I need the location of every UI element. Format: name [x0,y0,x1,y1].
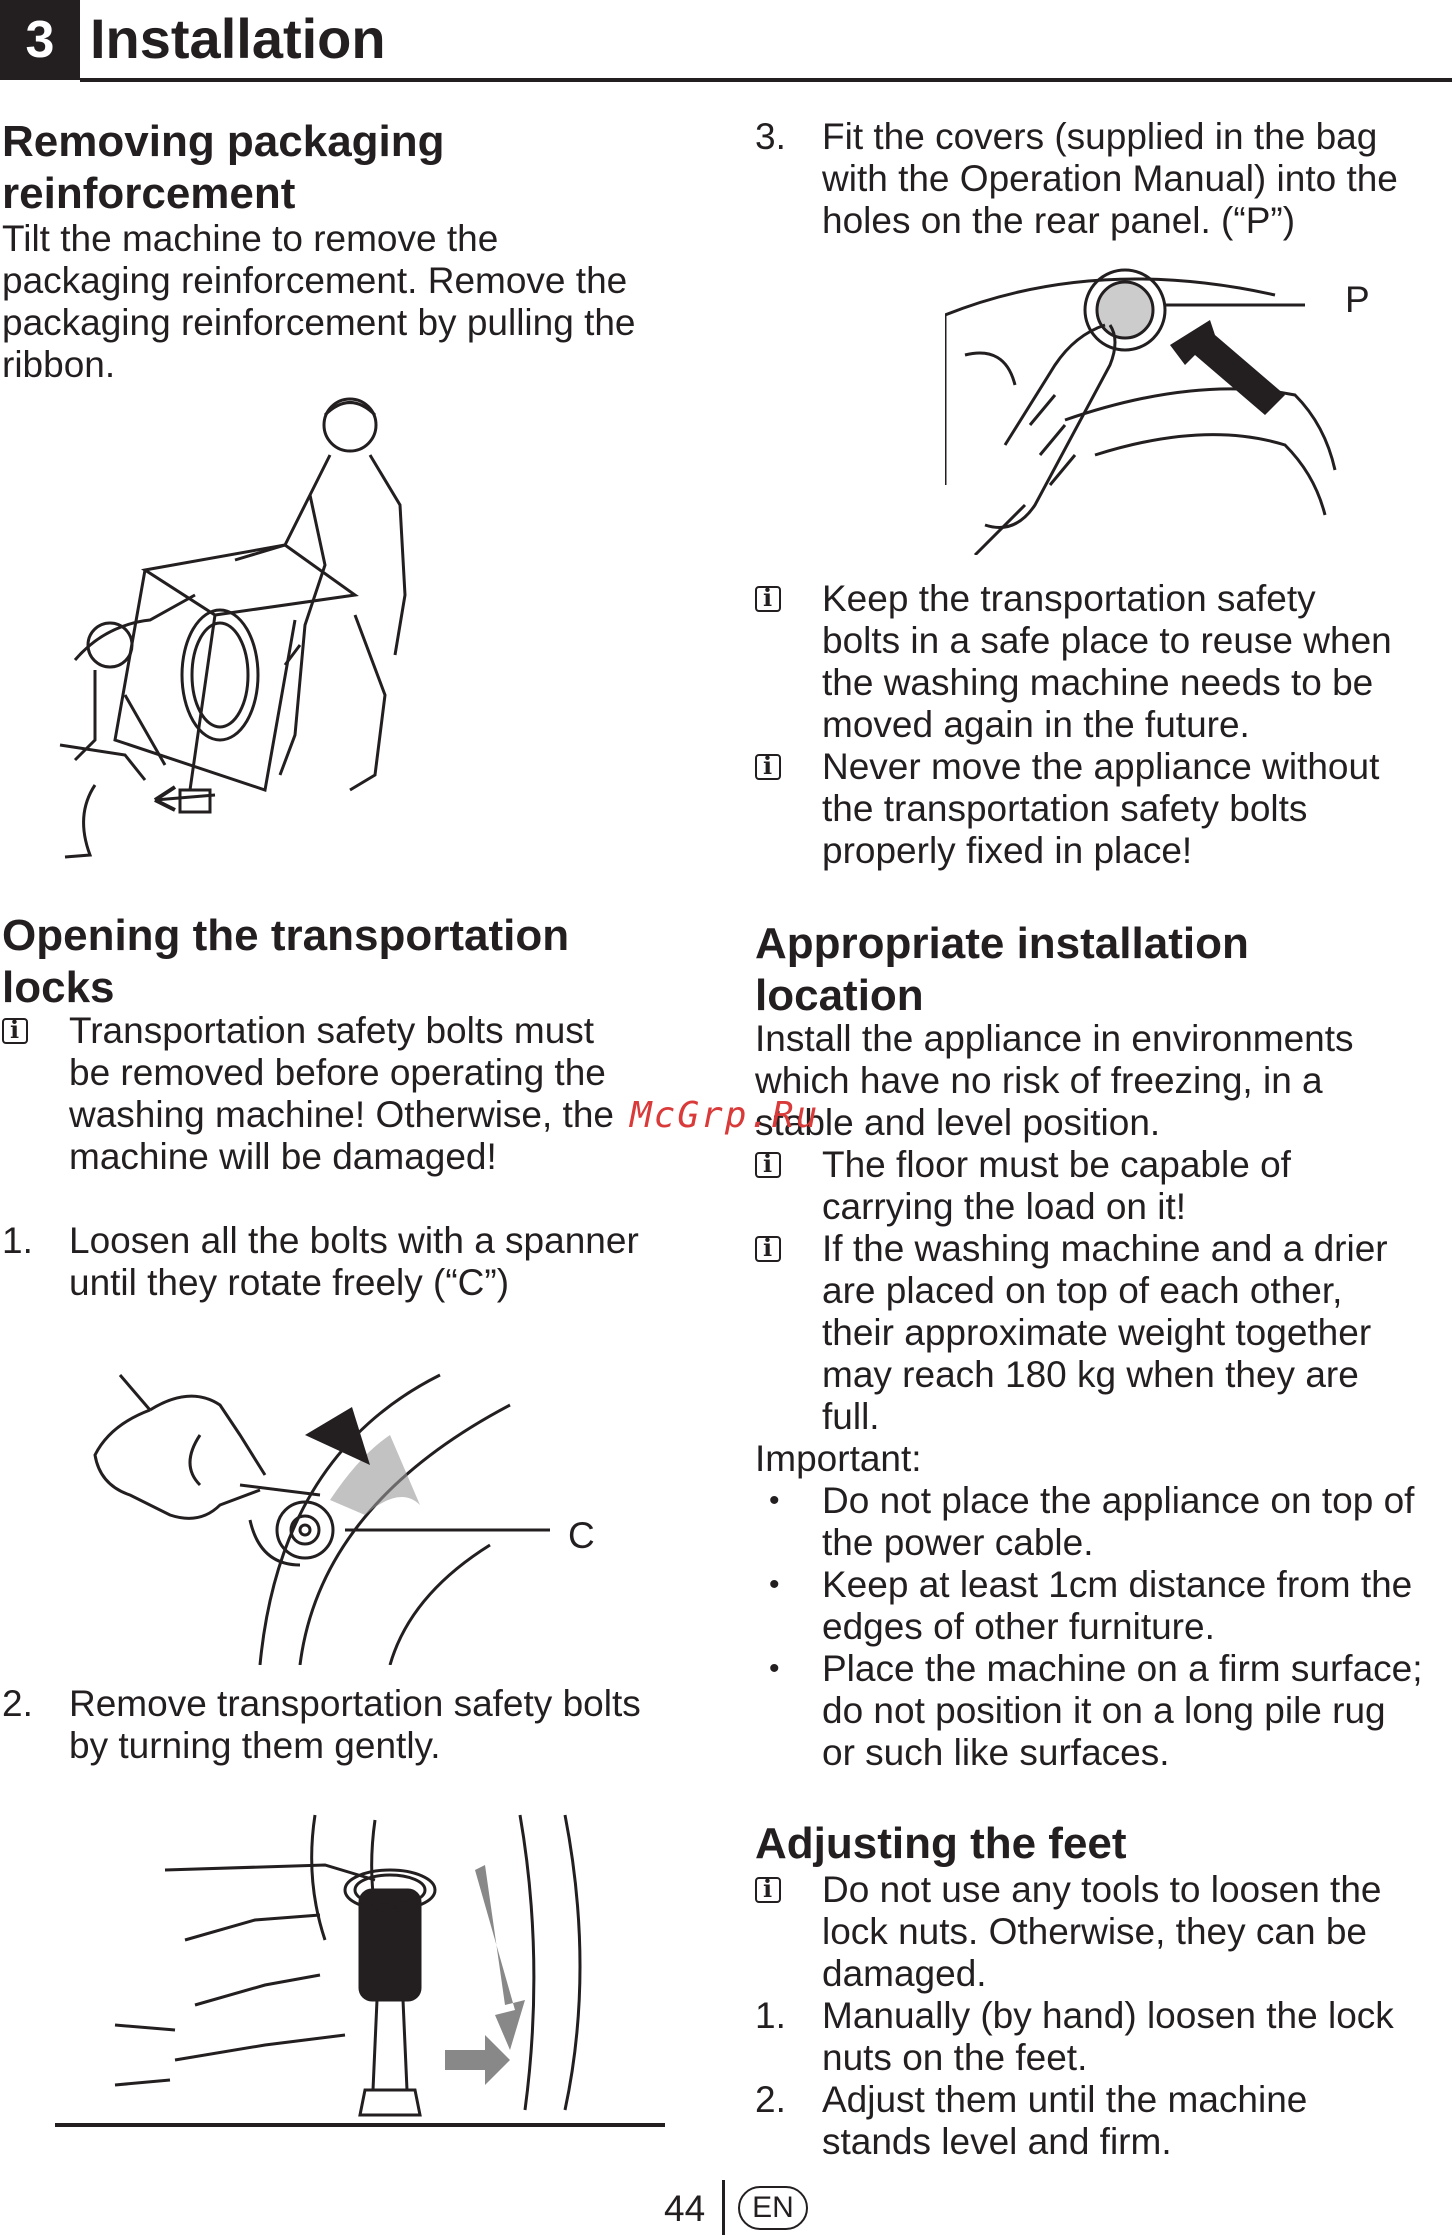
text-line: Do not place the appliance on top of [822,1480,1415,1521]
note-text [822,1228,1388,1438]
text-line: may reach 180 kg when they are [822,1354,1359,1395]
text-line: machine will be damaged! [69,1136,497,1177]
footer-separator [722,2180,725,2235]
chapter-header [0,0,1452,82]
text-line: Manually (by hand) loosen the lock [822,1995,1394,2036]
note-text [822,578,1392,746]
chapter-number: 3 [0,0,80,80]
info-icon [2,1018,28,1044]
text-line: the washing machine needs to be [822,662,1374,703]
info-icon [755,1236,781,1262]
bullet-distance-furniture [755,1564,1452,1654]
feet-step-1 [755,1995,1452,2085]
text-line: nuts on the feet. [822,2037,1088,2078]
text-line: be removed before operating the [69,1052,606,1093]
note-keep-bolts [755,578,1452,748]
text-line: Install the appliance in environments [755,1018,1354,1059]
text-line: do not position it on a long pile rug [822,1690,1386,1731]
bullet-marker: • [769,1484,780,1517]
bullet-text [822,1648,1423,1774]
title-line: location [755,971,924,1020]
text-line: Place the machine on a firm surface; [822,1648,1423,1689]
note-marker [755,746,815,789]
text-line: which have no risk of freezing, in a [755,1060,1323,1101]
info-icon [755,1877,781,1903]
spanner-loosening-bolt-illustration [90,1365,590,1665]
text-line: are placed on top of each other, [822,1270,1343,1311]
step-text [822,2079,1307,2163]
text-line: ribbon. [2,344,116,385]
text-line: moved again in the future. [822,704,1250,745]
note-text [822,1869,1381,1995]
text-line: stable and level position. [755,1102,1161,1143]
note-no-tools [755,1869,1452,1999]
note-text [69,1010,614,1178]
text-line: Tilt the machine to remove the [2,218,499,259]
info-icon [755,1152,781,1178]
note-marker [755,1228,815,1271]
step-text [69,1220,639,1304]
text-line: washing machine! Otherwise, the [69,1094,614,1135]
note-floor-capacity [755,1144,1452,1234]
tilting-machine-illustration [55,395,475,865]
removing-bolt-by-hand-illustration [55,1810,670,2130]
title-line: Appropriate installation [755,919,1249,968]
note-marker [755,578,815,621]
note-drier-weight [755,1228,1452,1443]
info-icon [755,754,781,780]
chapter-title: Installation [90,7,386,70]
watermark: McGrp.Ru [630,1095,820,1136]
text-line: full. [822,1396,880,1437]
bullet-text [822,1564,1412,1648]
step-1-loosen-bolts [2,1220,672,1310]
info-icon [755,586,781,612]
section-title-adjusting-feet: Adjusting the feet [755,1819,1127,1868]
text-line: Loosen all the bolts with a spanner [69,1220,639,1261]
note-text [822,1144,1291,1228]
text-line: carrying the load on it! [822,1186,1187,1227]
title-line: reinforcement [2,169,296,218]
step-3-fit-covers [755,116,1452,246]
text-line: edges of other furniture. [822,1606,1215,1647]
language-badge: EN [738,2186,808,2230]
step-text [822,116,1398,242]
text-line: properly fixed in place! [822,830,1193,871]
text-line: bolts in a safe place to reuse when [822,620,1392,661]
figure-label-c: C [568,1515,595,1556]
bullet-text [822,1480,1414,1564]
note-text [822,746,1379,872]
bullet-power-cable [755,1480,1452,1570]
section-title-removing-packaging [2,116,445,220]
text-line: Fit the covers (supplied in the bag [822,116,1378,157]
text-line: Do not use any tools to loosen the [822,1869,1382,1910]
note-never-move [755,746,1452,876]
text-line: their approximate weight together [822,1312,1372,1353]
title-line: Opening the transportation [2,911,570,960]
text-line: Keep the transportation safety [822,578,1316,619]
header-rule [80,78,1452,82]
text-line: The floor must be capable of [822,1144,1291,1185]
step-number: 3. [755,116,786,157]
page-footer [0,2180,1452,2235]
text-line: or such like surfaces. [822,1732,1170,1773]
text-line: damaged. [822,1953,987,1994]
step-2-remove-bolts [2,1683,672,1773]
text-line: Keep at least 1cm distance from the [822,1564,1413,1605]
step-number: 2. [2,1683,33,1724]
bullet-marker: • [769,1568,780,1601]
feet-step-2 [755,2079,1452,2169]
bullet-marker: • [769,1652,780,1685]
text-line: stands level and firm. [822,2121,1172,2162]
text-line: If the washing machine and a drier [822,1228,1388,1269]
text-line: Transportation safety bolts must [69,1010,595,1051]
step-text [69,1683,641,1767]
bullet-firm-surface [755,1648,1452,1778]
text-line: the transportation safety bolts [822,788,1308,829]
step-number: 2. [755,2079,786,2120]
title-line: Removing packaging [2,117,445,166]
text-line: packaging reinforcement by pulling the [2,302,636,343]
step-text [822,1995,1394,2079]
text-line: by turning them gently. [69,1725,441,1766]
title-line: locks [2,963,115,1012]
text-line: Remove transportation safety bolts [69,1683,641,1724]
important-label: Important: [755,1438,922,1479]
note-marker [755,1869,815,1912]
note-marker [755,1144,815,1187]
text-line: with the Operation Manual) into the [822,158,1398,199]
note-marker [2,1010,62,1053]
installation-location-body [755,1018,1452,1144]
text-line: holes on the rear panel. (“P”) [822,200,1296,241]
text-line: until they rotate freely (“C”) [69,1262,510,1303]
text-line: Adjust them until the machine [822,2079,1308,2120]
text-line: Never move the appliance without [822,746,1380,787]
removing-packaging-body [2,218,636,386]
section-title-installation-location [755,918,1249,1022]
section-title-opening-locks [2,910,569,1014]
note-remove-bolts [2,1010,672,1180]
text-line: packaging reinforcement. Remove the [2,260,628,301]
step-number: 1. [2,1220,33,1261]
text-line: lock nuts. Otherwise, they can be [822,1911,1367,1952]
step-number: 1. [755,1995,786,2036]
page-number: 44 [664,2188,706,2229]
figure-label-p: P [1345,279,1370,320]
text-line: the power cable. [822,1522,1094,1563]
